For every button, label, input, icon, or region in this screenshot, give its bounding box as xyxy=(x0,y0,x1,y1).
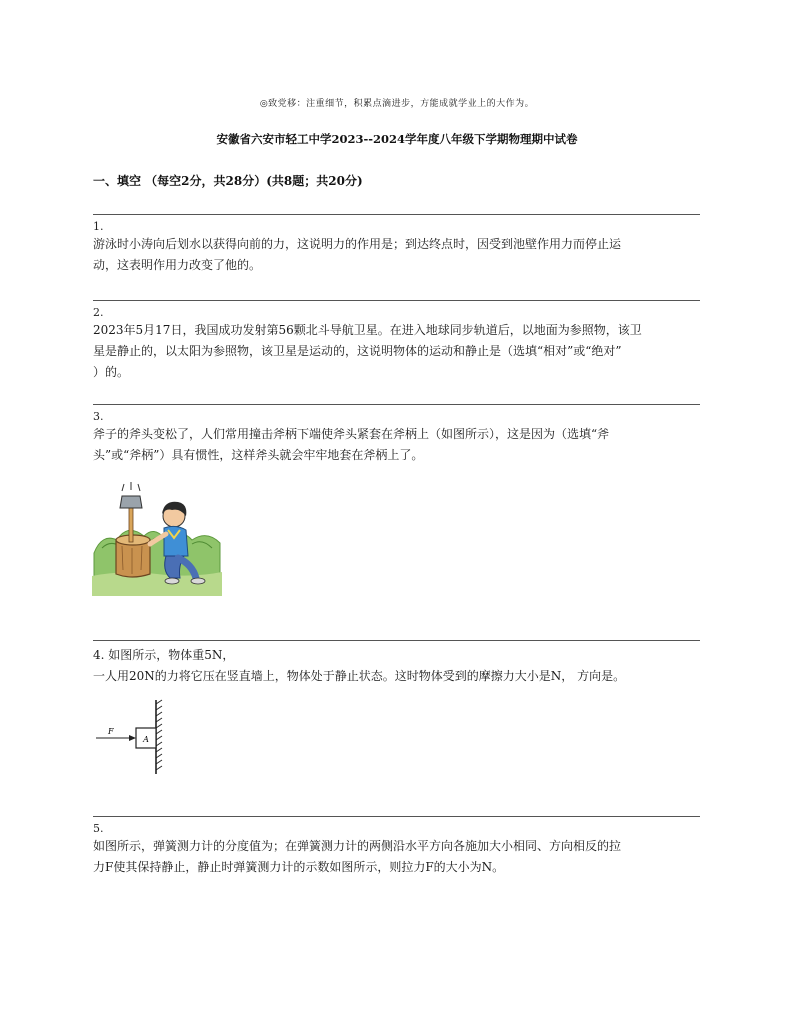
force-label: F xyxy=(108,727,114,736)
question-divider xyxy=(93,214,700,215)
question-1-number: 1. xyxy=(93,220,104,233)
exam-title: 安徽省六安市轻工中学2023--2024学年度八年级下学期物理期中试卷 xyxy=(216,132,578,146)
question-5-line-2: 力F使其保持静止，静止时弹簧测力计的示数如图所示，则拉力F的大小为N。 xyxy=(93,860,505,874)
question-3-number: 3. xyxy=(93,410,104,423)
question-5-text xyxy=(93,836,701,878)
question-4-line-2: 一人用20N的力将它压在竖直墙上，物体处于静止状态。这时物体受到的摩擦力大小是N， 方向是。 xyxy=(93,669,626,683)
question-3-line-2: 头”或“斧柄”）具有惯性，这样斧头就会牢牢地套在斧柄上了。 xyxy=(93,448,424,462)
question-1-line-1: 游泳时小涛向后划水以获得向前的力，这说明力的作用是；到达终点时，因受到池壁作用力而停止运 xyxy=(93,237,622,251)
question-3-text xyxy=(93,424,701,466)
motto-line: ◎致党移：注重细节，积累点滴进步，方能成就学业上的大作为。 xyxy=(259,99,535,109)
force-on-block-diagram xyxy=(92,698,164,776)
question-2-line-3: ）的。 xyxy=(93,365,130,379)
question-1-text xyxy=(93,234,701,276)
question-2-line-1: 2023年5月17日，我国成功发射第56颗北斗导航卫星。在进入地球同步轨道后，以地面为参照物，该卫 xyxy=(93,323,642,337)
question-divider xyxy=(93,816,700,817)
question-1-line-2: 动，这表明作用力改变了他的。 xyxy=(93,258,262,272)
question-2-text xyxy=(93,320,701,383)
question-divider xyxy=(93,640,700,641)
question-4-line-1: 4. 如图所示，物体重5N， xyxy=(93,648,235,662)
question-5-number: 5. xyxy=(93,822,104,835)
block-label: A xyxy=(143,735,149,744)
question-5-line-1: 如图所示，弹簧测力计的分度值为；在弹簧测力计的两侧沿水平方向各施加大小相同、方向相反的拉 xyxy=(93,839,622,853)
question-divider xyxy=(93,404,700,405)
question-2-line-2: 星是静止的，以太阳为参照物，该卫星是运动的，这说明物体的运动和静止是（选填“相对”或“绝对” xyxy=(93,344,622,358)
question-2-number: 2. xyxy=(93,306,104,319)
question-divider xyxy=(93,300,700,301)
question-4-text xyxy=(93,645,701,687)
section-heading: 一、填空 （每空2分，共28分）(共8题；共20分) xyxy=(93,174,363,188)
question-3-line-1: 斧子的斧头变松了，人们常用撞击斧柄下端使斧头紧套在斧柄上（如图所示），这是因为（选填“斧 xyxy=(93,427,610,441)
axe-stump-illustration xyxy=(92,478,222,596)
